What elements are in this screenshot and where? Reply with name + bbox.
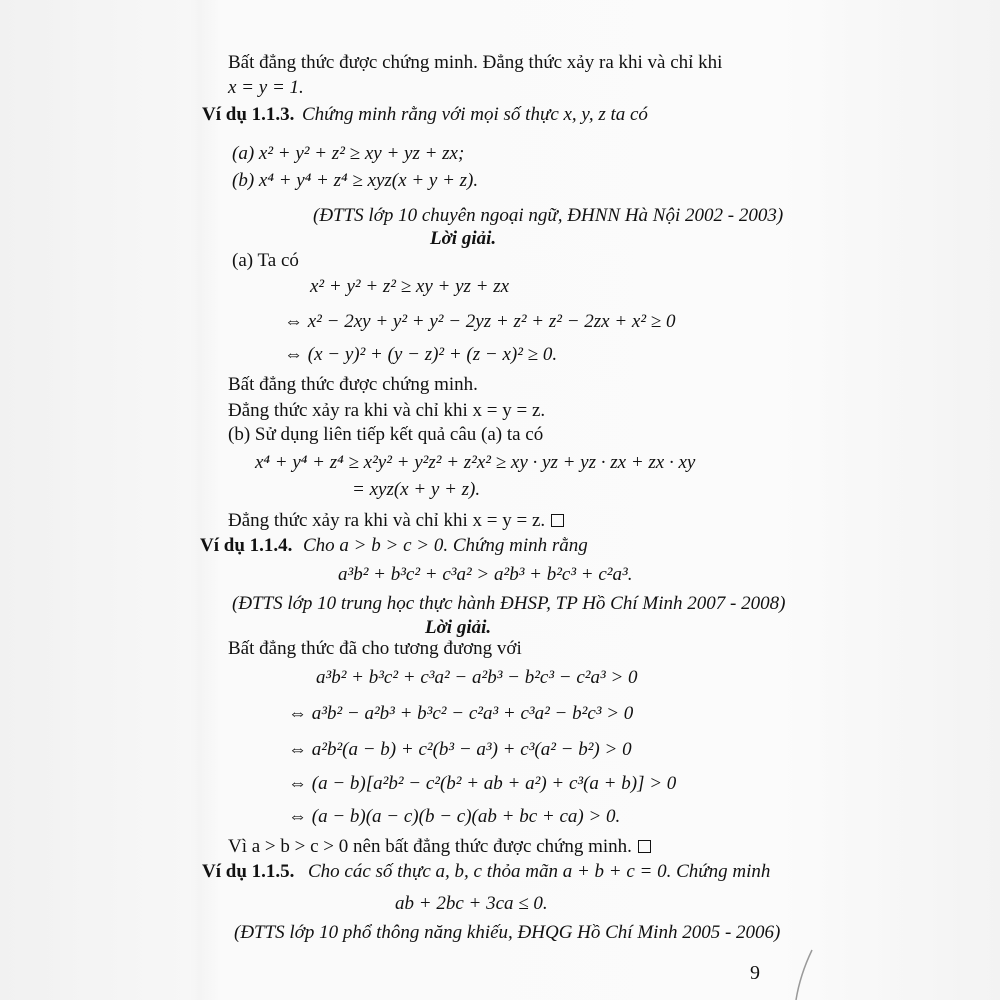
math-line: (b) x⁴ + y⁴ + z⁴ ≥ xyz(x + y + z). — [232, 170, 479, 191]
example-statement: Cho a > b > c > 0. Chứng minh rằng — [303, 535, 588, 556]
text-line — [228, 510, 564, 532]
text-line: Bất đẳng thức được chứng minh. — [228, 374, 478, 395]
math-line: ab + 2bc + 3ca ≤ 0. — [395, 893, 548, 914]
text-line: Bất đẳng thức đã cho tương đương với — [228, 638, 522, 659]
text-line: (b) Sử dụng liên tiếp kết quả câu (a) ta có — [228, 424, 544, 445]
math-line: (a) x² + y² + z² ≥ xy + yz + zx; — [232, 143, 465, 164]
math-line: ⇔ (x − y)² + (y − z)² + (z − x)² ≥ 0. — [284, 344, 558, 365]
math-line: ⇔ (a − b)(a − c)(b − c)(ab + bc + ca) > 0. — [288, 806, 621, 827]
math-line: ⇔ x² − 2xy + y² + y² − 2yz + z² + z² − 2zx + x² ≥ 0 — [284, 311, 676, 332]
math-line: x² + y² + z² ≥ xy + yz + zx — [310, 276, 510, 297]
source-citation: (ĐTTS lớp 10 chuyên ngoại ngữ, ĐHNN Hà Nội 2002 - 2003) — [313, 205, 784, 226]
text-line: Đẳng thức xảy ra khi và chỉ khi x = y = z. — [228, 400, 546, 421]
qed-square-icon — [638, 840, 651, 853]
math-line: = xyz(x + y + z). — [352, 479, 481, 500]
solution-heading: Lời giải. — [430, 228, 497, 249]
source-citation: (ĐTTS lớp 10 trung học thực hành ĐHSP, TP Hồ Chí Minh 2007 - 2008) — [232, 593, 786, 614]
text-line: (a) Ta có — [232, 250, 299, 271]
example-heading: Ví dụ 1.1.5. — [202, 861, 295, 882]
math-line: a³b² + b³c² + c³a² > a²b³ + b²c³ + c²a³. — [338, 564, 633, 585]
text-line-content: Đẳng thức xảy ra khi và chỉ khi x = y = z. — [228, 510, 546, 531]
page-number: 9 — [750, 962, 760, 984]
solution-heading: Lời giải. — [425, 617, 492, 638]
example-statement: Chứng minh rằng với mọi số thực x, y, z ta có — [302, 104, 648, 125]
source-citation: (ĐTTS lớp 10 phổ thông năng khiếu, ĐHQG Hồ Chí Minh 2005 - 2006) — [234, 922, 781, 943]
qed-square-icon — [551, 514, 564, 527]
math-line: x = y = 1. — [228, 77, 304, 98]
math-line: a³b² + b³c² + c³a² − a²b³ − b²c³ − c²a³ > 0 — [316, 667, 638, 688]
math-line: ⇔ (a − b)[a²b² − c²(b² + ab + a²) + c³(a + b)] > 0 — [288, 773, 677, 794]
text-line — [228, 836, 651, 858]
math-line: x⁴ + y⁴ + z⁴ ≥ x²y² + y²z² + z²x² ≥ xy · yz + yz · zx + zx · xy — [255, 452, 696, 473]
math-line: ⇔ a²b²(a − b) + c²(b³ − a³) + c³(a² − b²) > 0 — [288, 739, 632, 760]
example-heading: Ví dụ 1.1.3. — [202, 104, 295, 125]
text-line: Bất đẳng thức được chứng minh. Đẳng thức xảy ra khi và chỉ khi — [228, 52, 723, 73]
math-line: ⇔ a³b² − a²b³ + b³c² − c²a³ + c³a² − b²c³ > 0 — [288, 703, 634, 724]
example-heading: Ví dụ 1.1.4. — [200, 535, 293, 556]
example-statement: Cho các số thực a, b, c thỏa mãn a + b + c = 0. Chứng minh — [308, 861, 771, 882]
text-line-content: Vì a > b > c > 0 nên bất đẳng thức được chứng minh. — [228, 836, 632, 857]
